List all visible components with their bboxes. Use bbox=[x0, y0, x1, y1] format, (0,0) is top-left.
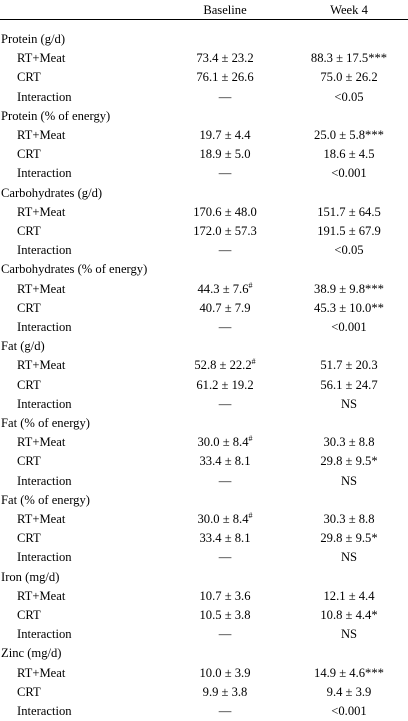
significance-marker: # bbox=[251, 357, 256, 367]
baseline-value: — bbox=[218, 166, 232, 181]
baseline-value: — bbox=[218, 704, 232, 718]
baseline-cell bbox=[160, 529, 290, 548]
table-row bbox=[0, 529, 408, 548]
baseline-value: 52.8 ± 22.2 bbox=[194, 358, 252, 373]
row-label: RT+Meat bbox=[17, 665, 66, 680]
week4-cell: 45.3 ± 10.0** bbox=[314, 300, 384, 315]
table-row bbox=[0, 68, 408, 87]
week4-cell: 10.8 ± 4.4* bbox=[320, 608, 378, 622]
significance-marker: # bbox=[248, 510, 253, 520]
table-row bbox=[0, 376, 408, 395]
baseline-cell bbox=[160, 510, 290, 529]
section-title-row bbox=[0, 337, 408, 356]
row-label: Interaction bbox=[17, 89, 72, 104]
table-row bbox=[0, 280, 408, 299]
section-title-row bbox=[0, 184, 408, 203]
column-header-week4: Week 4 bbox=[330, 3, 368, 17]
row-label: CRT bbox=[17, 454, 41, 469]
significance-marker: # bbox=[248, 434, 253, 443]
section-title-row bbox=[0, 491, 408, 510]
baseline-cell bbox=[160, 88, 290, 107]
baseline-value: 44.3 ± 7.6 bbox=[197, 281, 249, 296]
baseline-cell bbox=[160, 164, 290, 183]
section-title-row bbox=[0, 414, 408, 433]
table-row bbox=[0, 126, 408, 145]
table-row bbox=[0, 433, 408, 452]
row-label: RT+Meat bbox=[17, 588, 66, 603]
section-title-row bbox=[0, 107, 408, 126]
column-header-baseline: Baseline bbox=[203, 3, 247, 17]
section-title: Iron (mg/d) bbox=[1, 569, 60, 584]
table-row bbox=[0, 241, 408, 260]
baseline-value: — bbox=[218, 473, 232, 488]
row-label: CRT bbox=[17, 377, 41, 392]
table-row bbox=[0, 625, 408, 644]
table-row bbox=[0, 510, 408, 529]
week4-cell: 56.1 ± 24.7 bbox=[320, 377, 378, 392]
section-title: Fat (% of energy) bbox=[1, 492, 90, 507]
baseline-value: 73.4 ± 23.2 bbox=[196, 51, 254, 66]
week4-cell: 18.6 ± 4.5 bbox=[323, 147, 375, 162]
baseline-cell bbox=[160, 433, 290, 452]
baseline-value: 76.1 ± 26.6 bbox=[196, 70, 254, 85]
row-label: Interaction bbox=[17, 243, 72, 258]
baseline-cell bbox=[160, 203, 290, 222]
baseline-value: 10.0 ± 3.9 bbox=[199, 665, 251, 680]
baseline-cell bbox=[160, 376, 290, 395]
week4-cell: <0.001 bbox=[331, 704, 367, 718]
baseline-value: 40.7 ± 7.9 bbox=[199, 300, 251, 315]
table-header-row bbox=[0, 0, 408, 20]
baseline-value: — bbox=[218, 627, 232, 642]
baseline-value: 170.6 ± 48.0 bbox=[193, 204, 257, 219]
table-row bbox=[0, 318, 408, 337]
baseline-value: — bbox=[218, 89, 232, 104]
row-label: Interaction bbox=[17, 627, 72, 642]
row-label: RT+Meat bbox=[17, 512, 66, 526]
section-title-row bbox=[0, 260, 408, 279]
week4-cell: 191.5 ± 67.9 bbox=[317, 224, 381, 238]
baseline-cell bbox=[160, 452, 290, 471]
table-row bbox=[0, 356, 408, 375]
section-title: Fat (g/d) bbox=[1, 339, 45, 354]
table-row bbox=[0, 702, 408, 721]
row-label: CRT bbox=[17, 147, 41, 162]
baseline-cell bbox=[160, 395, 290, 414]
table-row bbox=[0, 548, 408, 567]
section-title: Protein (% of energy) bbox=[1, 108, 111, 123]
row-label: RT+Meat bbox=[17, 281, 66, 296]
baseline-cell bbox=[160, 318, 290, 337]
row-label: Interaction bbox=[17, 396, 72, 411]
week4-cell: <0.05 bbox=[334, 243, 364, 258]
baseline-cell bbox=[160, 222, 290, 241]
table-row bbox=[0, 606, 408, 625]
row-label: RT+Meat bbox=[17, 128, 66, 142]
baseline-cell bbox=[160, 472, 290, 491]
baseline-cell bbox=[160, 280, 290, 299]
table-row bbox=[0, 587, 408, 606]
baseline-value: 10.7 ± 3.6 bbox=[199, 588, 251, 603]
row-label: CRT bbox=[17, 300, 41, 315]
baseline-cell bbox=[160, 299, 290, 318]
table-row bbox=[0, 664, 408, 683]
section-title: Protein (g/d) bbox=[1, 32, 66, 46]
baseline-cell bbox=[160, 587, 290, 606]
baseline-value: 33.4 ± 8.1 bbox=[199, 454, 251, 469]
baseline-value: — bbox=[218, 550, 232, 565]
row-label: Interaction bbox=[17, 320, 72, 334]
week4-cell: <0.05 bbox=[334, 89, 364, 104]
week4-cell: 88.3 ± 17.5*** bbox=[310, 51, 388, 66]
week4-cell: 12.1 ± 4.4 bbox=[323, 588, 375, 603]
baseline-cell bbox=[160, 606, 290, 625]
week4-cell: NS bbox=[340, 627, 358, 642]
baseline-value: — bbox=[218, 320, 232, 334]
baseline-value: 9.9 ± 3.8 bbox=[202, 684, 248, 699]
week4-cell: 14.9 ± 4.6*** bbox=[314, 665, 384, 680]
table-row bbox=[0, 164, 408, 183]
baseline-value: 18.9 ± 5.0 bbox=[199, 147, 251, 162]
week4-cell: 9.4 ± 3.9 bbox=[326, 684, 372, 699]
row-label: CRT bbox=[17, 608, 41, 622]
row-label: Interaction bbox=[17, 166, 72, 181]
week4-cell: 75.0 ± 26.2 bbox=[320, 70, 378, 85]
week4-cell: 51.7 ± 20.3 bbox=[320, 358, 378, 373]
week4-cell: NS bbox=[340, 396, 358, 411]
baseline-value: 61.2 ± 19.2 bbox=[196, 377, 254, 392]
table-row bbox=[0, 88, 408, 107]
week4-cell: <0.001 bbox=[331, 320, 367, 334]
table-row bbox=[0, 49, 408, 68]
baseline-cell bbox=[160, 126, 290, 145]
baseline-cell bbox=[160, 664, 290, 683]
baseline-cell bbox=[160, 68, 290, 87]
baseline-value: 172.0 ± 57.3 bbox=[193, 224, 257, 238]
baseline-cell bbox=[160, 49, 290, 68]
baseline-value: — bbox=[218, 396, 232, 411]
table-row bbox=[0, 222, 408, 241]
table-row bbox=[0, 395, 408, 414]
week4-cell: 30.3 ± 8.8 bbox=[323, 512, 375, 526]
baseline-cell bbox=[160, 356, 290, 375]
section-title-row bbox=[0, 644, 408, 663]
significance-marker: # bbox=[248, 280, 253, 290]
baseline-value: 19.7 ± 4.4 bbox=[199, 128, 251, 142]
baseline-value: 30.0 ± 8.4 bbox=[197, 512, 249, 526]
row-label: CRT bbox=[17, 70, 41, 85]
baseline-value: — bbox=[218, 243, 232, 258]
table-row bbox=[0, 299, 408, 318]
week4-cell: 29.8 ± 9.5* bbox=[320, 454, 378, 469]
table-row bbox=[0, 203, 408, 222]
row-label: Interaction bbox=[17, 704, 72, 718]
week4-cell: <0.001 bbox=[331, 166, 367, 181]
baseline-cell bbox=[160, 702, 290, 721]
row-label: Interaction bbox=[17, 550, 72, 565]
baseline-cell bbox=[160, 548, 290, 567]
table-row bbox=[0, 145, 408, 164]
baseline-cell bbox=[160, 683, 290, 702]
row-label: CRT bbox=[17, 224, 41, 238]
row-label: RT+Meat bbox=[17, 51, 66, 66]
week4-cell: 38.9 ± 9.8*** bbox=[314, 281, 384, 296]
section-title-row bbox=[0, 568, 408, 587]
section-title: Fat (% of energy) bbox=[1, 416, 90, 430]
baseline-cell bbox=[160, 241, 290, 260]
week4-cell: 151.7 ± 64.5 bbox=[317, 204, 381, 219]
table-row bbox=[0, 472, 408, 491]
week4-cell: NS bbox=[340, 550, 358, 565]
table-row bbox=[0, 683, 408, 702]
week4-cell: NS bbox=[340, 473, 358, 488]
section-title: Zinc (mg/d) bbox=[1, 646, 62, 661]
row-label: RT+Meat bbox=[17, 358, 66, 373]
row-label: RT+Meat bbox=[17, 204, 66, 219]
row-label: Interaction bbox=[17, 473, 72, 488]
row-label: RT+Meat bbox=[17, 435, 66, 450]
section-title: Carbohydrates (g/d) bbox=[1, 185, 103, 200]
section-title-row bbox=[0, 30, 408, 49]
baseline-value: 30.0 ± 8.4 bbox=[197, 435, 249, 450]
week4-cell: 25.0 ± 5.8*** bbox=[314, 128, 384, 142]
baseline-cell bbox=[160, 145, 290, 164]
week4-cell: 30.3 ± 8.8 bbox=[323, 435, 375, 450]
baseline-value: 10.5 ± 3.8 bbox=[199, 608, 251, 622]
baseline-cell bbox=[160, 625, 290, 644]
week4-cell: 29.8 ± 9.5* bbox=[320, 531, 378, 546]
row-label: CRT bbox=[17, 684, 41, 699]
row-label: CRT bbox=[17, 531, 41, 546]
baseline-value: 33.4 ± 8.1 bbox=[199, 531, 251, 546]
table-row bbox=[0, 452, 408, 471]
section-title: Carbohydrates (% of energy) bbox=[1, 262, 148, 277]
